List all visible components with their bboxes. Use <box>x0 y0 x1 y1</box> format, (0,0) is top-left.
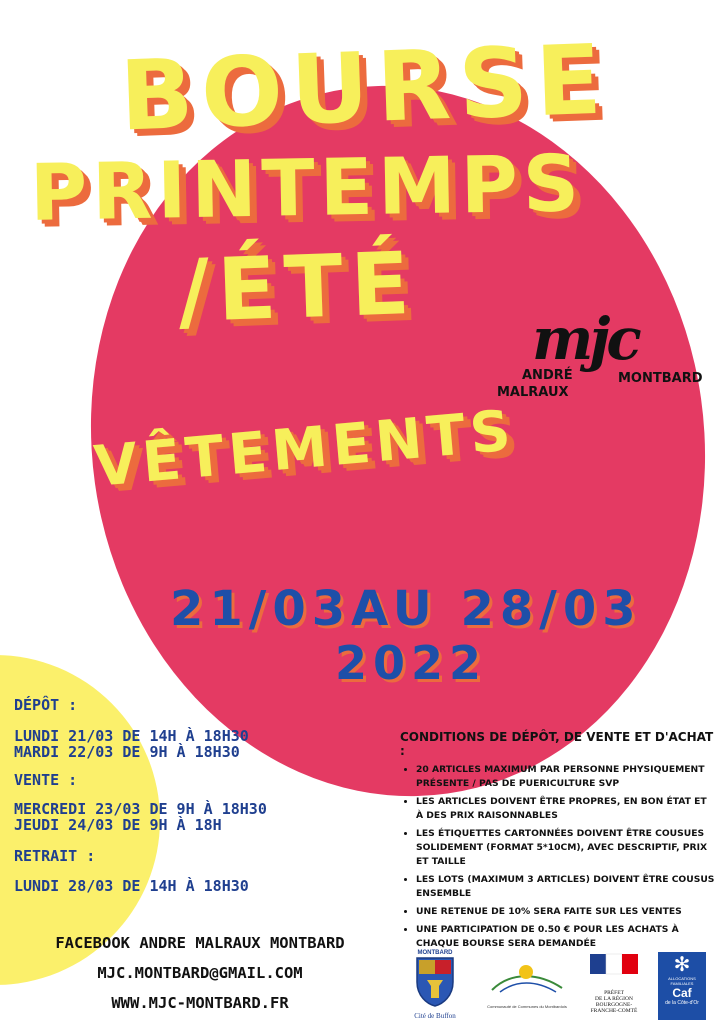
prefet-line: BOURGOGNE- <box>595 1002 633 1008</box>
title-line-3: /ÉTÉ <box>176 233 420 343</box>
marianne-flag-icon <box>590 952 638 986</box>
depot-line: LUNDI 21/03 DE 14H À 18H30 <box>14 727 249 745</box>
prefet-line: DE LA RÉGION <box>595 996 633 1002</box>
caf-title: Caf <box>672 986 692 1000</box>
prefet-text <box>590 990 638 1014</box>
schedule-block <box>14 696 294 894</box>
retrait-line: LUNDI 28/03 DE 14H À 18H30 <box>14 877 249 895</box>
contact-facebook[interactable]: FACEBOOK ANDRE MALRAUX MONTBARD <box>55 934 345 952</box>
montbard-crest-title: MONTBARD <box>417 950 453 956</box>
condition-item: • 20 ARTICLES MAXIMUM PAR PERSONNE PHYSIQUEMENT PRÉSENTE / PAS DE PUERICULTURE SVP <box>416 763 715 791</box>
mjc-logo-malraux: MALRAUX <box>497 385 569 400</box>
contact-website[interactable]: WWW.MJC-MONTBARD.FR <box>111 994 289 1012</box>
contact-email[interactable]: MJC.MONTBARD@GMAIL.COM <box>97 964 303 982</box>
condition-item: • UNE RETENUE DE 10% SERA FAITE SUR LES VENTES <box>416 905 715 919</box>
montbard-crest-motto: Cité de Buffon <box>414 1012 456 1020</box>
date-year: 2022 <box>335 636 488 690</box>
conditions-list <box>400 763 715 951</box>
depot-label: DÉPÔT : <box>14 696 78 714</box>
prefet-logo <box>590 952 638 1022</box>
caf-star-icon: ✻ <box>673 952 691 976</box>
condition-item: • LES ARTICLES DOIVENT ÊTRE PROPRES, EN BON ÉTAT ET À DES PRIX RAISONNABLES <box>416 795 715 823</box>
title-line-1: BOURSE <box>118 23 612 153</box>
communaute-text: Communauté de Communes du Montbardois <box>487 1004 567 1009</box>
conditions-block <box>400 730 715 955</box>
shield-icon <box>413 956 457 1008</box>
retrait-label: RETRAIT : <box>14 847 96 865</box>
vente-line: JEUDI 24/03 DE 9H À 18H <box>14 816 222 834</box>
condition-item: • LES LOTS (MAXIMUM 3 ARTICLES) DOIVENT ÊTRE COUSUS ENSEMBLE <box>416 873 715 901</box>
caf-logo <box>658 952 706 1020</box>
subtitle-vetements: VÊTEMENTS <box>91 398 519 500</box>
caf-bottom-text: de la Côte-d'Or <box>665 1000 699 1006</box>
communaute-logo <box>486 960 568 1015</box>
title-line-2: PRINTEMPS <box>29 139 585 239</box>
swoosh-icon <box>486 960 568 1000</box>
vente-line: MERCREDI 23/03 DE 9H À 18H30 <box>14 800 267 818</box>
vente-label: VENTE : <box>14 771 78 789</box>
prefet-line: PRÉFET <box>604 990 624 996</box>
mjc-logo-andre: ANDRÉ <box>522 368 573 383</box>
mjc-logo-montbard: MONTBARD <box>618 371 703 386</box>
depot-line: MARDI 22/03 DE 9H À 18H30 <box>14 743 240 761</box>
montbard-crest-logo <box>413 950 457 1022</box>
conditions-title: CONDITIONS DE DÉPÔT, DE VENTE ET D'ACHAT : <box>400 730 714 758</box>
date-range: 21/03AU 28/03 <box>170 581 642 637</box>
condition-item: • UNE PARTICIPATION DE 0.50 € POUR LES ACHATS À CHAQUE BOURSE SERA DEMANDÉE <box>416 923 715 951</box>
caf-top-text: ALLOCATIONS FAMILIALES <box>668 976 696 986</box>
prefet-line: FRANCHE-COMTÉ <box>590 1008 638 1014</box>
condition-item: • LES ÉTIQUETTES CARTONNÉES DOIVENT ÊTRE COUSUES SOLIDEMENT (FORMAT 5*10CM), AVEC DESCRIPTIF, PRIX ET TAILLE <box>416 827 715 869</box>
mjc-logo-mark: mjc <box>532 305 638 373</box>
